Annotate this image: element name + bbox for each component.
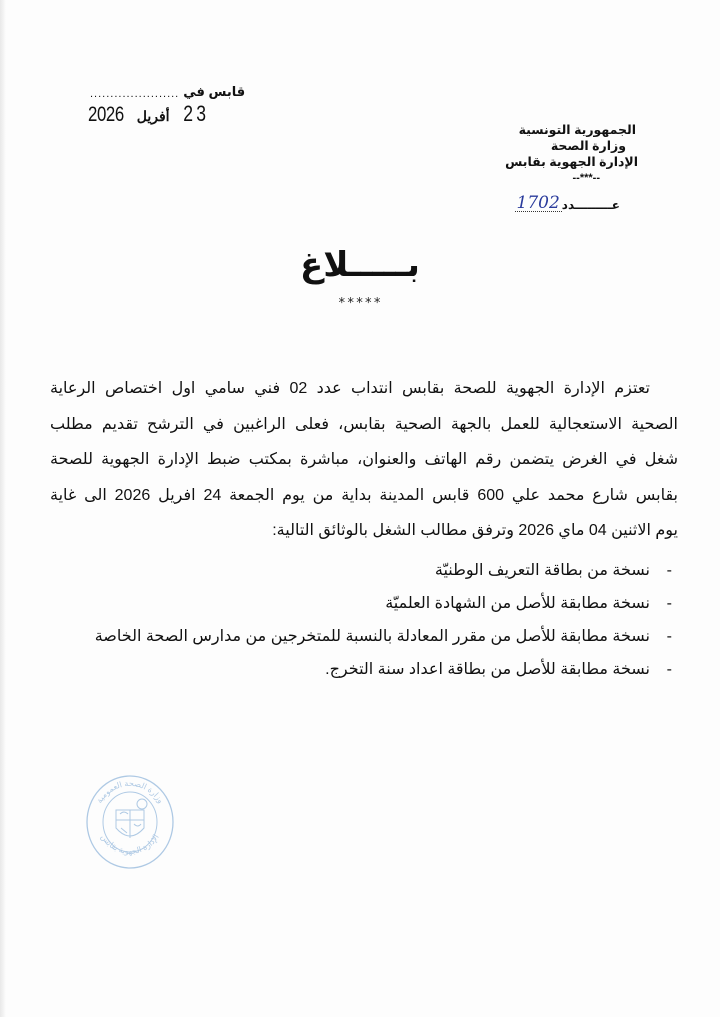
list-bullet-dash: - (666, 595, 672, 612)
list-item (50, 587, 678, 620)
scan-edge (0, 0, 6, 1017)
stamp-text-bottom: الإدارة الجهوية بقابس (99, 832, 161, 856)
list-item (50, 620, 678, 653)
title-separator: ***** (337, 296, 383, 311)
date-day: 23 (182, 101, 209, 126)
stamp-text-top: وزارة الصحة العمومية (94, 778, 166, 805)
list-bullet-dash: - (666, 661, 672, 678)
place-label: قابس في (183, 84, 246, 99)
list-item-text: نسخة مطابقة للأصل من الشهادة العلميّة (385, 595, 650, 612)
body-line: شغل في الغرض يتضمن رقم الهاتف والعنوان، مباشرة بمكتب ضبط الإدارة الجهوية للصحة (50, 451, 678, 468)
required-documents-list (50, 554, 678, 686)
list-item (50, 653, 678, 686)
list-item-text: نسخة مطابقة للأصل من مقرر المعادلة بالنسبة للمتخرجين من مدارس الصحة الخاصة (94, 628, 650, 645)
letterhead-country: الجمهورية التونسية (518, 123, 636, 137)
list-item-text: نسخة من بطاقة التعريف الوطنيّة (434, 562, 650, 579)
body-line: بقابس شارع محمد علي 600 قابس المدينة بداية من يوم الجمعة 24 افريل 2026 الى غاية (50, 486, 678, 504)
letterhead-ministry: وزارة الصحة (550, 139, 626, 153)
reference-number-handwritten: 1702 (516, 193, 560, 213)
list-bullet-dash: - (666, 628, 672, 645)
list-item-text: نسخة مطابقة للأصل من بطاقة اعداد سنة التخرج. (325, 661, 650, 678)
date-year: 2026 (88, 103, 124, 126)
list-item (50, 554, 678, 587)
body-line: الصحية الاستعجالية للعمل بالجهة الصحية بقابس، فعلى الراغبين في الترشح تقديم مطلب (50, 415, 678, 433)
list-bullet-dash: - (666, 562, 672, 579)
coat-of-arms-icon (116, 799, 147, 838)
body-line: تعتزم الإدارة الجهوية للصحة بقابس انتداب عدد 02 فني سامي اول اختصاص الرعاية (50, 380, 650, 397)
place-line (90, 84, 245, 100)
date-stamp (88, 101, 212, 127)
letterhead-department: الإدارة الجهوية بقابس (505, 155, 638, 169)
document-title: بـــــلاغ (300, 246, 420, 284)
reference-number-line (515, 195, 620, 212)
letterhead-separator: --***-- (572, 172, 600, 184)
place-dots: ...................... (90, 88, 180, 100)
date-month: أفريل (136, 108, 170, 124)
body-line: يوم الاثنين 04 ماي 2026 وترفق مطالب الشغل بالوثائق التالية: (272, 522, 678, 539)
announcement-body (50, 371, 678, 549)
letterhead (488, 122, 638, 186)
official-stamp (84, 770, 176, 870)
reference-label: عـــــــــدد (561, 198, 620, 212)
